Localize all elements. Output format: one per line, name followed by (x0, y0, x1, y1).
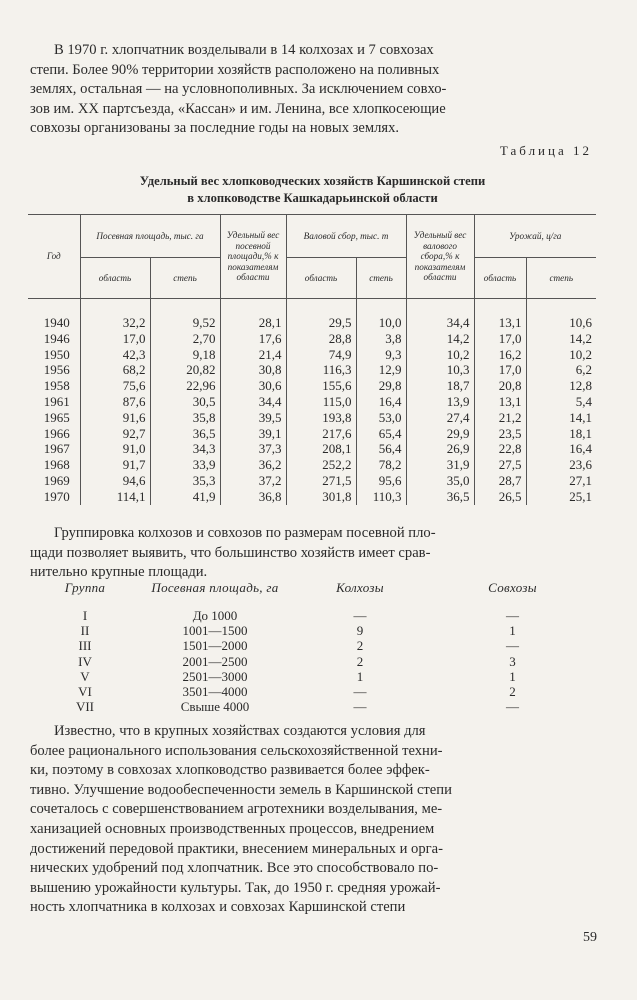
year-cell: 1946 (28, 331, 80, 347)
value-cell: 16,4 (356, 394, 406, 410)
sovkhoz-count-cell: 3 (509, 653, 516, 669)
text-line: ки, поэтому в совхозах хлопководство развивается более эффек- (30, 762, 430, 779)
value-cell: 17,6 (220, 331, 286, 347)
value-cell: 10,2 (526, 347, 596, 363)
header-share-area: Удельный вес посевной площади,% к показателям области (220, 215, 286, 299)
value-cell: 17,0 (80, 331, 150, 347)
value-cell: 26,5 (474, 489, 526, 505)
value-cell: 95,6 (356, 473, 406, 489)
text-line: землях, остальная — на условнополивных. За исключением совхо- (30, 81, 447, 98)
text-line: вышению урожайности культуры. Так, до 1950 г. средняя урожай- (30, 879, 441, 896)
table-row (28, 331, 596, 347)
groups-header-sovkhoz: Совхозы (488, 580, 537, 595)
group-cell: V (80, 668, 90, 684)
sovkhoz-count-cell: — (506, 699, 519, 715)
area-range-cell: 3501—4000 (182, 684, 248, 700)
value-cell: 53,0 (356, 410, 406, 426)
cotton-share-table (28, 214, 596, 505)
value-cell: 17,0 (474, 362, 526, 378)
subheader-region: область (286, 258, 356, 299)
table-row (28, 394, 596, 410)
value-cell: 193,8 (286, 410, 356, 426)
value-cell: 78,2 (356, 457, 406, 473)
text-line: сочеталось с совершенствованием агротехники возделывания, ме- (30, 801, 443, 818)
value-cell: 27,4 (406, 410, 474, 426)
value-cell: 20,8 (474, 378, 526, 394)
value-cell: 18,7 (406, 378, 474, 394)
value-cell: 27,5 (474, 457, 526, 473)
value-cell: 13,1 (474, 394, 526, 410)
table-row (28, 489, 596, 505)
value-cell: 36,5 (406, 489, 474, 505)
value-cell: 37,2 (220, 473, 286, 489)
year-cell: 1940 (28, 299, 80, 331)
value-cell: 13,9 (406, 394, 474, 410)
value-cell: 271,5 (286, 473, 356, 489)
text-line: зов им. XX партсъезда, «Кассан» и им. Ленина, все хлопкосеющие (30, 100, 446, 117)
text-line: более рационального использования сельскохозяйственной техни- (30, 742, 443, 759)
value-cell: 21,2 (474, 410, 526, 426)
group-cell: IV (78, 653, 92, 669)
kolkhoz-count-cell: — (353, 699, 367, 715)
table-title-line: Удельный вес хлопководческих хозяйств Каршинской степи (139, 174, 486, 188)
value-cell: 94,6 (80, 473, 150, 489)
value-cell: 29,8 (356, 378, 406, 394)
value-cell: 12,8 (526, 378, 596, 394)
page-number: 59 (583, 930, 597, 945)
table-row (28, 457, 596, 473)
value-cell: 10,0 (356, 299, 406, 331)
value-cell: 17,0 (474, 331, 526, 347)
value-cell: 23,5 (474, 426, 526, 442)
kolkhoz-count-cell: — (353, 608, 367, 623)
value-cell: 110,3 (356, 489, 406, 505)
value-cell: 301,8 (286, 489, 356, 505)
farm-groups-table (30, 580, 595, 714)
area-range-cell: 1001—1500 (182, 623, 248, 639)
year-cell: 1968 (28, 457, 80, 473)
value-cell: 35,8 (150, 410, 220, 426)
year-cell: 1970 (28, 489, 80, 505)
value-cell: 23,6 (526, 457, 596, 473)
value-cell: 22,8 (474, 441, 526, 457)
year-cell: 1966 (28, 426, 80, 442)
group-cell: II (80, 623, 90, 639)
table-row (28, 378, 596, 394)
value-cell: 92,7 (80, 426, 150, 442)
value-cell: 3,8 (356, 331, 406, 347)
value-cell: 12,9 (356, 362, 406, 378)
value-cell: 13,1 (474, 299, 526, 331)
value-cell: 41,9 (150, 489, 220, 505)
value-cell: 35,0 (406, 473, 474, 489)
year-cell: 1967 (28, 441, 80, 457)
subheader-steppe: степь (526, 258, 596, 299)
value-cell: 32,2 (80, 299, 150, 331)
area-range-cell: 2001—2500 (182, 653, 248, 669)
value-cell: 114,1 (80, 489, 150, 505)
value-cell: 155,6 (286, 378, 356, 394)
kolkhoz-count-cell: 9 (356, 623, 364, 639)
year-cell: 1969 (28, 473, 80, 489)
header-year: Год (28, 215, 80, 299)
group-cell: VII (75, 699, 95, 715)
value-cell: 74,9 (286, 347, 356, 363)
value-cell: 5,4 (526, 394, 596, 410)
year-cell: 1965 (28, 410, 80, 426)
sovkhoz-count-cell: — (506, 638, 519, 654)
header-share-yield: Удельный вес валового сбора,% к показателям области (406, 215, 474, 299)
value-cell: 36,2 (220, 457, 286, 473)
kolkhoz-count-cell: 2 (356, 653, 364, 669)
value-cell: 34,3 (150, 441, 220, 457)
year-cell: 1950 (28, 347, 80, 363)
table-row (28, 362, 596, 378)
value-cell: 9,18 (150, 347, 220, 363)
value-cell: 75,6 (80, 378, 150, 394)
header-sown-area: Посевная площадь, тыс. га (80, 215, 220, 258)
value-cell: 37,3 (220, 441, 286, 457)
value-cell: 6,2 (526, 362, 596, 378)
value-cell: 29,9 (406, 426, 474, 442)
value-cell: 65,4 (356, 426, 406, 442)
table-row (28, 347, 596, 363)
groups-header-group: Группа (64, 580, 106, 595)
table-row (28, 410, 596, 426)
value-cell: 252,2 (286, 457, 356, 473)
groups-row (30, 608, 595, 623)
value-cell: 33,9 (150, 457, 220, 473)
value-cell: 10,6 (526, 299, 596, 331)
value-cell: 30,5 (150, 394, 220, 410)
table-row (28, 299, 596, 331)
groups-row (30, 638, 595, 653)
groups-row (30, 669, 595, 684)
area-range-cell: До 1000 (192, 608, 238, 623)
value-cell: 42,3 (80, 347, 150, 363)
text-line: совхозы организованы за последние годы на новых землях. (30, 120, 400, 137)
value-cell: 10,2 (406, 347, 474, 363)
value-cell: 91,6 (80, 410, 150, 426)
table-title (30, 173, 595, 207)
header-harvest: Урожай, ц/га (474, 215, 596, 258)
value-cell: 208,1 (286, 441, 356, 457)
value-cell: 87,6 (80, 394, 150, 410)
groups-header-area: Посевная площадь, га (151, 580, 279, 595)
text-line: нительно крупные площади. (30, 564, 208, 581)
value-cell: 14,1 (526, 410, 596, 426)
value-cell: 115,0 (286, 394, 356, 410)
intro-paragraph (30, 41, 595, 139)
value-cell: 25,1 (526, 489, 596, 505)
value-cell: 35,3 (150, 473, 220, 489)
value-cell: 68,2 (80, 362, 150, 378)
table-title-line: в хлопководстве Кашкадарьинской области (187, 191, 438, 205)
text-line: степи. Более 90% территории хозяйств расположено на поливных (30, 61, 440, 78)
sovkhoz-count-cell: 1 (509, 623, 516, 639)
value-cell: 116,3 (286, 362, 356, 378)
text-line: нических удобрений под хлопчатник. Все это способствовало по- (30, 860, 439, 877)
value-cell: 16,2 (474, 347, 526, 363)
year-cell: 1958 (28, 378, 80, 394)
value-cell: 14,2 (406, 331, 474, 347)
text-line: щади позволяет выявить, что большинство хозяйств имеет срав- (30, 544, 431, 561)
table-body (28, 299, 596, 505)
group-cell: VI (78, 684, 92, 700)
value-cell: 30,6 (220, 378, 286, 394)
area-range-cell: 2501—3000 (182, 668, 248, 684)
kolkhoz-count-cell: — (353, 684, 367, 700)
text-line: ность хлопчатника в колхозах и совхозах Каршинской степи (30, 899, 406, 916)
text-line: Группировка колхозов и совхозов по размерам посевной пло- (54, 525, 436, 541)
subheader-steppe: степь (150, 258, 220, 299)
value-cell: 39,1 (220, 426, 286, 442)
text-line: тивно. Улучшение водообеспеченности земель в Каршинской степи (30, 781, 452, 798)
groups-row (30, 623, 595, 638)
sovkhoz-count-cell: 2 (509, 684, 516, 700)
value-cell: 29,5 (286, 299, 356, 331)
kolkhoz-count-cell: 2 (356, 638, 364, 654)
value-cell: 34,4 (406, 299, 474, 331)
year-cell: 1956 (28, 362, 80, 378)
value-cell: 31,9 (406, 457, 474, 473)
value-cell: 10,3 (406, 362, 474, 378)
value-cell: 21,4 (220, 347, 286, 363)
group-cell: I (82, 608, 88, 623)
subheader-steppe: степь (356, 258, 406, 299)
groups-table-body (30, 608, 595, 714)
conclusion-paragraph (30, 722, 595, 918)
value-cell: 2,70 (150, 331, 220, 347)
subheader-region: область (80, 258, 150, 299)
table-row (28, 473, 596, 489)
value-cell: 9,52 (150, 299, 220, 331)
kolkhoz-count-cell: 1 (356, 668, 364, 684)
value-cell: 217,6 (286, 426, 356, 442)
value-cell: 91,0 (80, 441, 150, 457)
sovkhoz-count-cell: — (506, 608, 519, 623)
year-cell: 1961 (28, 394, 80, 410)
text-line: достижений передовой практики, внесением минеральных и орга- (30, 840, 443, 857)
value-cell: 30,8 (220, 362, 286, 378)
grouping-paragraph (30, 524, 595, 583)
value-cell: 27,1 (526, 473, 596, 489)
value-cell: 22,96 (150, 378, 220, 394)
table-row (28, 426, 596, 442)
sovkhoz-count-cell: 1 (509, 668, 516, 684)
groups-row (30, 684, 595, 699)
table-label: Таблица 12 (499, 143, 592, 158)
value-cell: 16,4 (526, 441, 596, 457)
groups-row (30, 699, 595, 714)
group-cell: III (78, 638, 92, 654)
value-cell: 14,2 (526, 331, 596, 347)
value-cell: 28,8 (286, 331, 356, 347)
value-cell: 26,9 (406, 441, 474, 457)
value-cell: 9,3 (356, 347, 406, 363)
subheader-region: область (474, 258, 526, 299)
value-cell: 36,8 (220, 489, 286, 505)
value-cell: 36,5 (150, 426, 220, 442)
text-line: Известно, что в крупных хозяйствах создаются условия для (54, 723, 426, 739)
value-cell: 20,82 (150, 362, 220, 378)
text-line: В 1970 г. хлопчатник возделывали в 14 колхозах и 7 совхозах (54, 42, 434, 58)
value-cell: 18,1 (526, 426, 596, 442)
value-cell: 91,7 (80, 457, 150, 473)
value-cell: 28,7 (474, 473, 526, 489)
text-line: ханизацией основных производственных процессов, внедрением (30, 820, 435, 837)
header-gross-yield: Валовой сбор, тыс. т (286, 215, 406, 258)
groups-row (30, 654, 595, 669)
table-row (28, 441, 596, 457)
value-cell: 34,4 (220, 394, 286, 410)
area-range-cell: Свыше 4000 (180, 699, 250, 715)
area-range-cell: 1501—2000 (182, 638, 248, 654)
value-cell: 28,1 (220, 299, 286, 331)
value-cell: 56,4 (356, 441, 406, 457)
value-cell: 39,5 (220, 410, 286, 426)
groups-header-kolkhoz: Колхозы (336, 580, 384, 595)
